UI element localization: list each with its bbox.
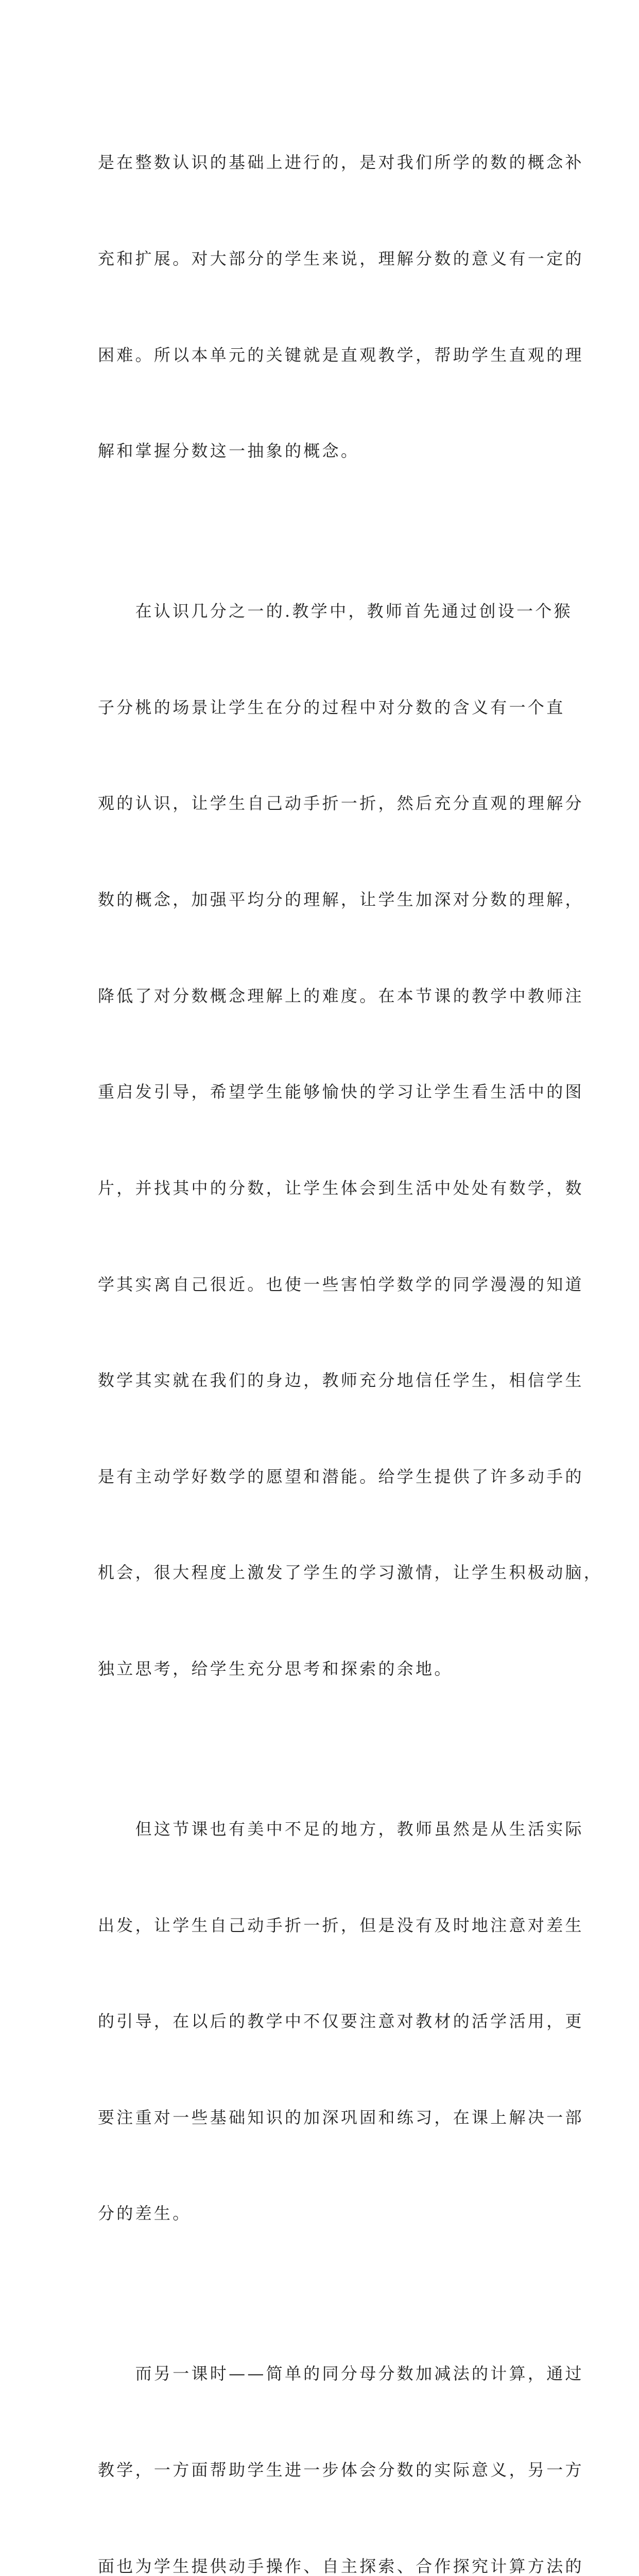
text-line: 数学其实就在我们的身边，教师充分地信任学生，相信学生: [98, 1370, 584, 1391]
text-line: 独立思考，给学生充分思考和探索的余地。: [98, 1658, 453, 1679]
text-line: 机会，很大程度上激发了学生的学习激情，让学生积极动脑，: [98, 1563, 603, 1583]
text-line: 要注重对一些基础知识的加深巩固和练习，在课上解决一部: [98, 2107, 584, 2127]
text-line: 在认识几分之一的.教学中，教师首先通过创设一个猴: [98, 601, 573, 621]
paragraph-3: [98, 1749, 584, 2294]
text-line: 困难。所以本单元的关键就是直观教学，帮助学生直观的理: [98, 345, 584, 365]
text-line: 是有主动学好数学的愿望和潜能。给学生提供了许多动手的: [98, 1466, 584, 1486]
text-line: 的引导，在以后的教学中不仅要注意对教材的活学活用，更: [98, 2011, 584, 2031]
paragraph-4: [98, 2294, 584, 2576]
paragraph-1: [98, 82, 584, 531]
text-line: 观的认识，让学生自己动手折一折，然后充分直观的理解分: [98, 793, 584, 814]
text-line: 数的概念，加强平均分的理解，让学生加深对分数的理解，: [98, 890, 584, 910]
text-line: 充和扩展。对大部分的学生来说，理解分数的意义有一定的: [98, 249, 584, 269]
text-line: 出发，让学生自己动手折一折，但是没有及时地注意对差生: [98, 1915, 584, 1935]
text-line: 是在整数认识的基础上进行的，是对我们所学的数的概念补: [98, 152, 584, 173]
text-line: 教学，一方面帮助学生进一步体会分数的实际意义，另一方: [98, 2460, 584, 2480]
text-line: 降低了对分数概念理解上的难度。在本节课的教学中教师注: [98, 986, 584, 1006]
text-line: 片，并找其中的分数，让学生体会到生活中处处有数学，数: [98, 1178, 584, 1198]
text-line: 面也为学生提供动手操作、自主探索、合作探究计算方法的: [98, 2556, 584, 2576]
text-line: 解和掌握分数这一抽象的概念。: [98, 441, 360, 461]
text-line: 分的差生。: [98, 2204, 192, 2224]
paragraph-2: [98, 531, 603, 1749]
text-line: 学其实离自己很近。也使一些害怕学数学的同学漫漫的知道: [98, 1274, 584, 1294]
text-line: 但这节课也有美中不足的地方，教师虽然是从生活实际: [98, 1819, 584, 1839]
text-line: 重启发引导，希望学生能够愉快的学习让学生看生活中的图: [98, 1082, 584, 1102]
document-body: [98, 82, 603, 2576]
text-line: 子分桃的场景让学生在分的过程中对分数的含义有一个直: [98, 697, 565, 717]
text-line: 而另一课时——简单的同分母分数加减法的计算，通过: [98, 2364, 584, 2384]
